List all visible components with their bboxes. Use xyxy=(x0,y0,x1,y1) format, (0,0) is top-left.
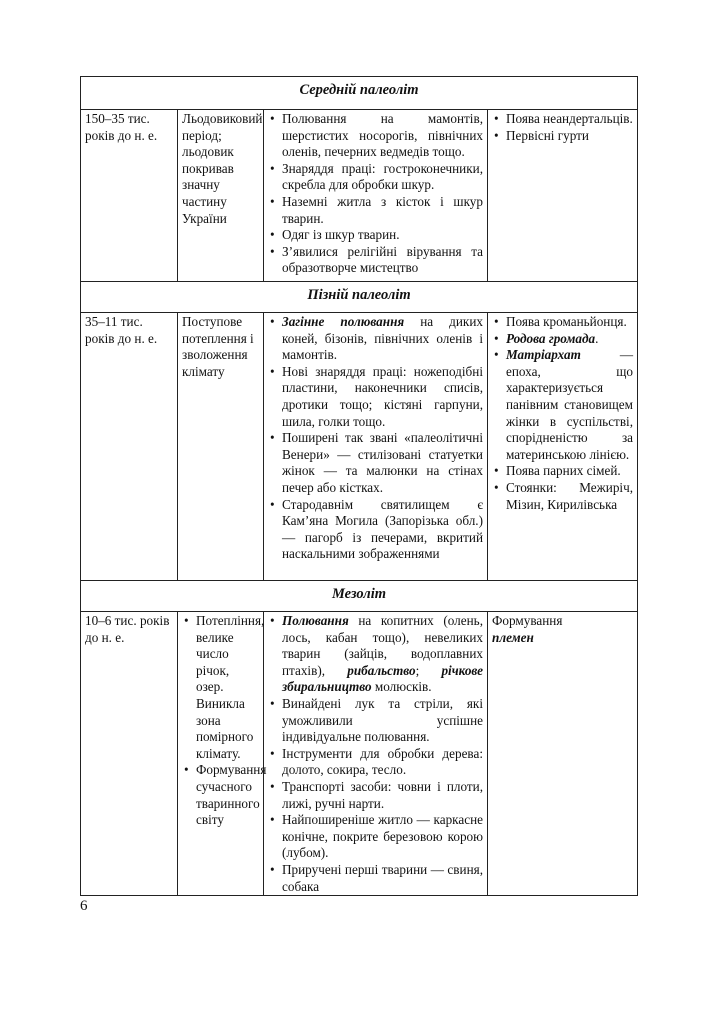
society-cell xyxy=(488,313,638,581)
society-cell xyxy=(488,110,638,282)
list-item: • Потепління, велике число річок, озер. Виникла зона помірного клімату. xyxy=(196,613,259,762)
section-header-late-paleolithic xyxy=(81,282,638,313)
history-table xyxy=(80,76,638,896)
table-row xyxy=(81,313,638,581)
list-item: • Поява парних сімей. xyxy=(506,463,633,480)
section-title: Мезоліт xyxy=(331,586,387,602)
list-item: • Інструменти для обробки дерева: долото, сокира, тесло. xyxy=(282,746,483,779)
list-item: • Винайдені лук та стріли, які уможливили успішне індивідуальне полювання. xyxy=(282,696,483,746)
economy-cell xyxy=(264,313,488,581)
society-text: Формування xyxy=(492,613,563,628)
list-item: • Полювання на мамонтів, шерстистих носорогів, північних оленів, печерних ведмедів тощо. xyxy=(282,111,483,161)
section-header-mesolithic xyxy=(81,581,638,612)
table-row xyxy=(81,612,638,896)
list-item: • Приручені перші тварини — свиня, собака xyxy=(282,862,483,895)
list-item: • Найпоширеніше житло — каркасне конічне, покрите березовою корою (лубом). xyxy=(282,812,483,862)
list-item: • Стародавнім святилищем є Кам’яна Могила (Запорізька обл.) — пагорб із печерами, вкритий наскальними зображеннями xyxy=(282,497,483,563)
list-item: • Нові знаряддя праці: ножеподібні пластини, наконечники списів, дротики тощо; кістяні гарпуни, шила, голки тощо. xyxy=(282,364,483,430)
section-title: Пізній палеоліт xyxy=(307,287,411,303)
climate-cell: Льодовиковий період; льодовик покривав значну частину України xyxy=(178,110,264,282)
period-cell: 10–6 тис. років до н. е. xyxy=(81,612,178,896)
period-cell: 150–35 тис. років до н. е. xyxy=(81,110,178,282)
society-emphasis: племен xyxy=(492,629,534,645)
page-number: 6 xyxy=(80,898,88,914)
list-item: • Поширені так звані «палеолітичні Венери» — стилізовані статуетки жінок — та малюнки на стінах печер або кістках. xyxy=(282,430,483,496)
list-item: • Загінне полювання на диких коней, бізонів, північних оленів і мамонтів. xyxy=(282,314,483,364)
list-item: • Наземні житла з кісток і шкур тварин. xyxy=(282,194,483,227)
list-item: • Родова громада. xyxy=(506,331,633,348)
economy-cell xyxy=(264,110,488,282)
list-item: • Формування сучасного тваринного світу xyxy=(196,762,259,828)
list-item: • З’явилися релігійні вірування та образотворче мистецтво xyxy=(282,244,483,277)
economy-cell xyxy=(264,612,488,896)
list-item: • Полювання на копитних (олень, лось, кабан тощо), невеликих тварин (зайців, водоплавних птахів), рибальство; річкове збиральництво молюсків. xyxy=(282,613,483,696)
list-item: • Матріархат — епоха, що характеризується панівним становищем жінки в суспільстві, спорідненістю за материнською лінією. xyxy=(506,347,633,463)
list-item: • Транспорті засоби: човни і плоти, лижі, ручні нарти. xyxy=(282,779,483,812)
list-item: • Знаряддя праці: гостроконечники, скребла для обробки шкур. xyxy=(282,161,483,194)
climate-cell xyxy=(178,612,267,896)
section-title: Середній палеоліт xyxy=(299,82,419,98)
list-item: • Поява неандертальців. xyxy=(506,111,633,128)
list-item: • Поява кроманьйонця. xyxy=(506,314,633,331)
period-cell: 35–11 тис. років до н. е. xyxy=(81,313,178,581)
society-cell xyxy=(488,612,638,896)
table-row xyxy=(81,110,638,282)
list-item: • Стоянки: Межиріч, Мізин, Кирилівська xyxy=(506,480,633,513)
climate-cell: Поступове потеплення і зволоження клімату xyxy=(178,313,264,581)
list-item: • Первісні гурти xyxy=(506,128,633,145)
list-item: • Одяг із шкур тварин. xyxy=(282,227,483,244)
section-header-middle-paleolithic xyxy=(81,77,638,110)
